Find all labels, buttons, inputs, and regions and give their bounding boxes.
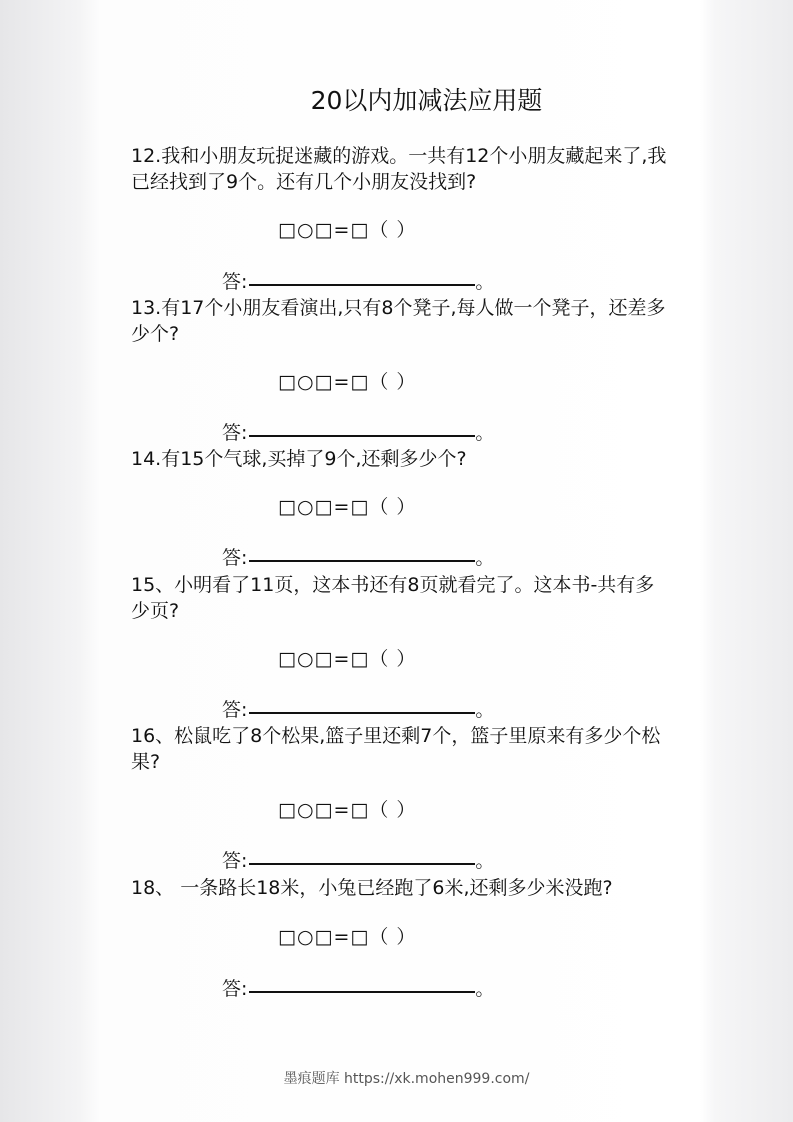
answer-blank[interactable] bbox=[249, 863, 475, 865]
question-18-text: 18、 一条路长18米，小兔已经跑了6米,还剩多少米没跑? bbox=[131, 877, 613, 899]
answer-end: 。 bbox=[475, 699, 495, 721]
answer-end: 。 bbox=[475, 271, 495, 293]
answer-label: 答: bbox=[222, 850, 248, 872]
question-14-answer-line bbox=[222, 545, 494, 571]
answer-blank[interactable] bbox=[249, 284, 475, 286]
answer-blank[interactable] bbox=[249, 435, 475, 437]
answer-blank[interactable] bbox=[249, 560, 475, 562]
question-14-text: 14.有15个气球,买掉了9个,还剩多少个? bbox=[131, 448, 467, 470]
answer-label: 答: bbox=[222, 271, 248, 293]
page-title: 20以内加减法应用题 bbox=[310, 86, 543, 115]
question-12-text: 12.我和小朋友玩捉迷藏的游戏。一共有12个小朋友藏起来了,我已经找到了9个。还有几个小朋友没找到? bbox=[131, 145, 667, 193]
question-15-answer-line bbox=[222, 697, 494, 723]
question-12-formula: □○□=□（ ） bbox=[278, 219, 417, 241]
answer-label: 答: bbox=[222, 422, 248, 444]
question-14-formula: □○□=□（ ） bbox=[278, 496, 417, 518]
answer-end: 。 bbox=[475, 547, 495, 569]
question-15-formula: □○□=□（ ） bbox=[278, 648, 417, 670]
answer-label: 答: bbox=[222, 699, 248, 721]
answer-end: 。 bbox=[475, 978, 495, 1000]
answer-blank[interactable] bbox=[249, 712, 475, 714]
question-13-text: 13.有17个小朋友看演出,只有8个凳子,每人做一个凳子，还差多少个? bbox=[131, 297, 666, 345]
question-16-answer-line bbox=[222, 848, 494, 874]
question-18-answer-line bbox=[222, 976, 494, 1002]
question-16-formula: □○□=□（ ） bbox=[278, 799, 417, 821]
question-18-formula: □○□=□（ ） bbox=[278, 926, 417, 948]
question-15-text: 15、小明看了11页，这本书还有8页就看完了。这本书-共有多少页? bbox=[131, 574, 655, 622]
question-12-answer-line bbox=[222, 269, 494, 295]
answer-label: 答: bbox=[222, 547, 248, 569]
answer-label: 答: bbox=[222, 978, 248, 1000]
footer-watermark: 墨痕题库 https://xk.mohen999.com/ bbox=[283, 1071, 530, 1087]
answer-end: 。 bbox=[475, 850, 495, 872]
question-13-formula: □○□=□（ ） bbox=[278, 371, 417, 393]
answer-end: 。 bbox=[475, 422, 495, 444]
question-13-answer-line bbox=[222, 420, 494, 446]
question-16-text: 16、松鼠吃了8个松果,篮子里还剩7个，篮子里原来有多少个松果? bbox=[131, 725, 661, 773]
answer-blank[interactable] bbox=[249, 991, 475, 993]
